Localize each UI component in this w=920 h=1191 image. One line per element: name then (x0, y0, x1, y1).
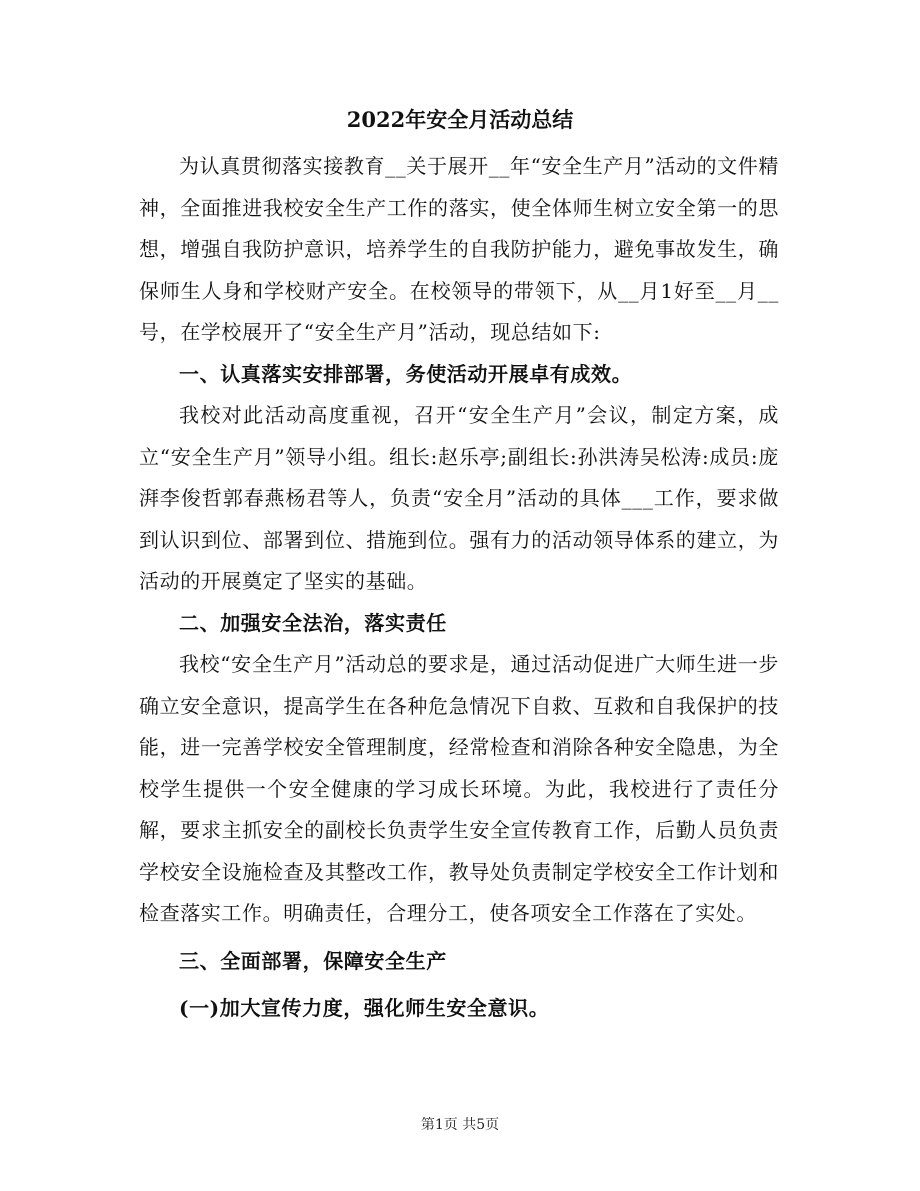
section-heading-3: 三、全面部署，保障安全生产 (179, 948, 447, 973)
document-body (139, 146, 779, 1030)
section-heading-1: 一、认真落实安排部署，务使活动开展卓有成效。 (179, 361, 633, 386)
intro-paragraph: 为认真贯彻落实接教育__关于展开__年“安全生产月”活动的文件精神，全面推进我校安全生产工作的落实，使全体师生树立安全第一的思想，增强自我防护意识，培养学生的自我防护能力，避免事故发生，确保师生人身和学校财产安全。在校领导的带领下，从__月1好至__月__号，在学校展开了“安全生产月”活动，现总结如下: (139, 154, 779, 344)
document-title: 2022年安全月活动总结 (346, 107, 574, 132)
section-heading-2: 二、加强安全法治，落实责任 (179, 610, 447, 635)
subsection-heading-1: (一)加大宣传力度，强化师生安全意识。 (179, 996, 550, 1020)
section-2-paragraph: 我校“安全生产月”活动总的要求是，通过活动促进广大师生进一步确立安全意识，提高学生在各种危急情况下自救、互救和自我保护的技能，进一完善学校安全管理制度，经常检查和消除各种安全隐患，为全校学生提供一个安全健康的学习成长环境。为此，我校进行了责任分解，要求主抓安全的副校长负责学生安全宣传教育工作，后勤人员负责学校安全设施检查及其整改工作，教导处负责制定学校安全工作计划和检查落实工作。明确责任，合理分工，使各项安全工作落在了实处。 (139, 652, 779, 925)
page-footer: 第1页 共5页 (420, 1117, 500, 1133)
section-1-paragraph: 我校对此活动高度重视，召开“安全生产月”会议，制定方案，成立“安全生产月”领导小组。组长:赵乐亭;副组长:孙洪涛吴松涛:成员:庞湃李俊哲郭春燕杨君等人，负责“安全月”活动的具体___工作，要求做到认识到位、部署到位、措施到位。强有力的活动领导体系的建立，为活动的开展奠定了坚实的基础。 (139, 403, 779, 593)
